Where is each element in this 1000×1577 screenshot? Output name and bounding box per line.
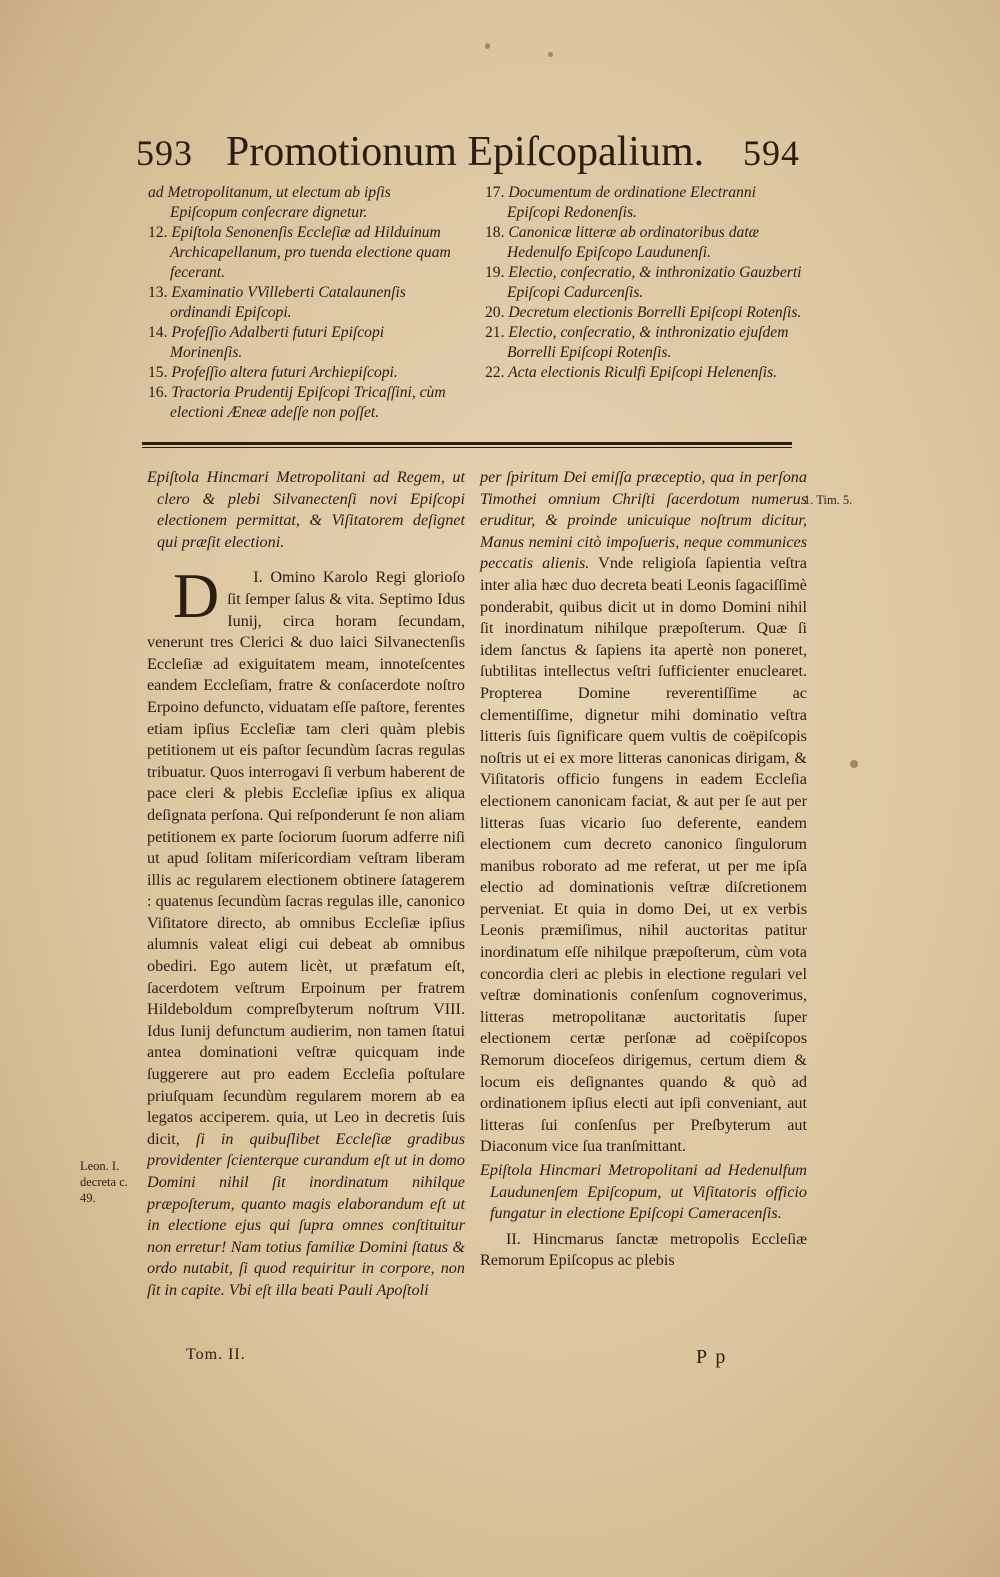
- section-number: I.: [253, 568, 263, 587]
- ink-spot: [548, 52, 553, 57]
- section-number: II.: [506, 1229, 521, 1248]
- ink-spot: [485, 43, 490, 49]
- margin-note-left: Leon. I. decreta c. 49.: [80, 1159, 128, 1205]
- letter-body-continued: per ſpiritum Dei emiſſa præceptio, qua in perſona Timothei omnium Chriſti ſacerdotum numerus eruditur, & proinde unicuique noſtrum dicitur, Manus nemini citò impoſueris, neque communices peccatis alienis. Vnde religioſa ſapientia veſtra inter alia hæc duo decreta beati Leonis ſagaciſſimè ponderabit, quibus dicit ut in domo Domini nihil ſit inordinatum nihilque præpoſterum. Quæ ſi idem ſanctus & ſapiens ita apertè non poneret, ſubtilitas intellectus veſtri ſufficienter enuclearet. Propterea Domine reverentiſſime ac clementiſſime, dignetur mihi dominatio veſtra litteris ſuis ſignificare quem vultis de coëpiſcopis noſtris ut ei ex more litteras canonicas dirigam, & Viſitatoris officio fungens in eadem Eccleſia electionem canonicam faciat, & aut per ſe aut per litteras ſuas vicario ſuo deferente, eandem electionem cum decreto canonico ſingulorum manibus roborato ad me referat, ut per me ipſa electio ad dominationis veſtræ diſcretionem perveniat. Et quia in domo Dei, ut ex verbis Leonis præmiſimus, nihil auctoritas patitur inordinatum eſſe nihilque præpoſterum, cùm vota concordia cleri ac plebis in electione regulari vel veſtræ dominationis conſenſum cognoverimus, litteras metropolitanæ auctoritatis ſuper electionem certæ perſonæ ad coëpiſcopos Remorum dioceſeos dirigemus, certum diem & locum eis deſignantes quando & quò ad ordinationem ipſius electi aut ipſi conveniant, aut litteras ſui conſenſus per Preſbyterum aut Diaconum vice ſua tranſmittant.: [480, 468, 807, 1156]
- running-title: Promotionum Epiſcopalium.: [225, 129, 705, 175]
- quotation: ſi in quibuſlibet Eccleſiæ gradibus providenter ſcienterque curandum eſt ut in domo Domini nihil ſit inordinatum nihilque præpoſterum, quanto magis elaborandum eſt ut in electione ejus qui ſupra omnes conſtituitur non erretur! Nam totius familiæ Domini ſtatus & ordo nutabit, ſi quod requiritur in corpore, non ſit in capite. Vbi eſt illa beati Pauli Apoſtoli: [147, 1129, 465, 1299]
- letter-heading: Epiſtola Hincmari Metropolitani ad Regem, ut clero & plebi Silvanectenſi novi Epiſcopi electionem permittat, & Viſitatorem deſignet qui præſit electioni.: [147, 468, 465, 551]
- ink-spot: [850, 760, 858, 768]
- contents-item: 18. Canonicæ litteræ ab ordinatoribus datæ Hedenulfo Epiſcopo Laudunenſi.: [485, 224, 760, 261]
- text-column-right: [480, 467, 807, 1272]
- page-number-left: 593: [136, 133, 193, 173]
- contents-list-right: [485, 183, 803, 383]
- text-column-left: [147, 467, 465, 1302]
- letter-heading: Epiſtola Hincmari Metropolitani ad Hedenulfum Laudunenſem Epiſcopum, ut Viſitatoris officio fungatur in electione Epiſcopi Cameracenſis.: [480, 1161, 807, 1223]
- contents-item: 21. Electio, conſecratio, & inthronizatio ejuſdem Borrelli Epiſcopi Rotenſis.: [485, 324, 789, 361]
- contents-item: 19. Electio, conſecratio, & inthronizatio Gauzberti Epiſcopi Cadurcenſis.: [485, 264, 802, 301]
- contents-item: 12. Epiſtola Senonenſis Eccleſiæ ad Hilduinum Archicapellanum, pro tuenda electione quam fecerant.: [148, 224, 451, 281]
- contents-item: 14. Profeſſio Adalberti futuri Epiſcopi Morinenſis.: [148, 324, 385, 361]
- gathering-signature: P p: [696, 1346, 728, 1368]
- letter-body: I. D Omino Karolo Regi glorioſo ſit ſemper ſalus & vita. Septimo Idus Iunij, circa horam ſecundam, venerunt tres Clerici & duo laici Silvanectenſis Eccleſiæ ad exiguitatem meam, innoteſcentes eandem Eccleſiam, fratre & conſacerdote noſtro Erpoino defuncto, viduatam eſſe paſtore, ferentes etiam ipſius Eccleſiæ tam cleri quàm plebis petitionem ut eis paſtor ſecundùm ſacras regulas tribuatur. Quos interrogavi ſi verbum haberent de pace cleri & plebis Eccleſiæ ipſius ex aliqua deſignata perſona. Qui reſponderunt ſe non aliam petitionem ex parte ſociorum ſuorum adferre niſi ut apud ſolitam miſericordiam veſtram liberam illis ac regularem electionem obtinere ſatagerem : quatenus ſecundùm ſacras regulas ille, canonico Viſitatore directo, ab omnibus Eccleſiæ ipſius alumnis valeat eligi cui debeat ab omnibus obediri. Ego autem licèt, ut præfatum eſt, ſacerdotem veſtrum Erpoinum per fratrem Hildeboldum compreſbyterum noſtrum VIII. Idus Iunij defunctum audierim, non tamen ſtatui antea dominationi veſtræ quicquam inde ſuggerere aut pro eadem Eccleſia poſtulare priuſquam ſecundùm regularem morem ab ea legatos acciperem. quia, ut Leo in decretis ſuis dicit, ſi in quibuſlibet Eccleſiæ gradibus providenter ſcienterque curandum eſt ut in domo Domini nihil ſit inordinatum nihilque præpoſterum, quanto magis elaborandum eſt ut in electione ejus qui ſupra omnes conſtituitur non erretur! Nam totius familiæ Domini ſtatus & ordo nutabit, ſi quod requiritur in corpore, non ſit in capite. Vbi eſt illa beati Pauli Apoſtoli: [147, 560, 466, 1299]
- contents-item: 13. Examinatio VVilleberti Catalaunenſis ordinandi Epiſcopi.: [148, 284, 406, 321]
- contents-item: 15. Profeſſio altera futuri Archiepiſcopi.: [148, 364, 398, 381]
- contents-item: ad Metropolitanum, ut electum ab ipſis Epiſcopum conſecrare dignetur.: [148, 184, 391, 221]
- contents-item: 17. Documentum de ordinatione Electranni Epiſcopi Redonenſis.: [485, 184, 756, 221]
- page-header: [130, 128, 800, 178]
- margin-note-right: 1. Tim. 5.: [804, 493, 853, 507]
- contents-item: 16. Tractoria Prudentij Epiſcopi Tricaſſini, cùm electioni Æneæ adeſſe non poſſet.: [148, 384, 446, 421]
- page-number-right: 594: [743, 133, 800, 173]
- volume-signature: Tom. II.: [186, 1346, 246, 1363]
- letter-body: II. Hincmarus ſanctæ metropolis Eccleſiæ Remorum Epiſcopus ac plebis: [480, 1229, 807, 1270]
- drop-cap: D: [173, 560, 220, 632]
- contents-item: 20. Decretum electionis Borrelli Epiſcopi Rotenſis.: [485, 304, 802, 321]
- quotation: per ſpiritum Dei emiſſa præceptio, qua in perſona Timothei omnium Chriſti ſacerdotum numerus eruditur, & proinde unicuique noſtrum dicitur, Manus nemini citò impoſueris, neque communices peccatis alienis.: [480, 468, 807, 573]
- section-divider-rule: [142, 442, 792, 448]
- contents-item: 22. Acta electionis Riculfi Epiſcopi Helenenſis.: [485, 364, 778, 381]
- contents-list-left: [148, 183, 456, 423]
